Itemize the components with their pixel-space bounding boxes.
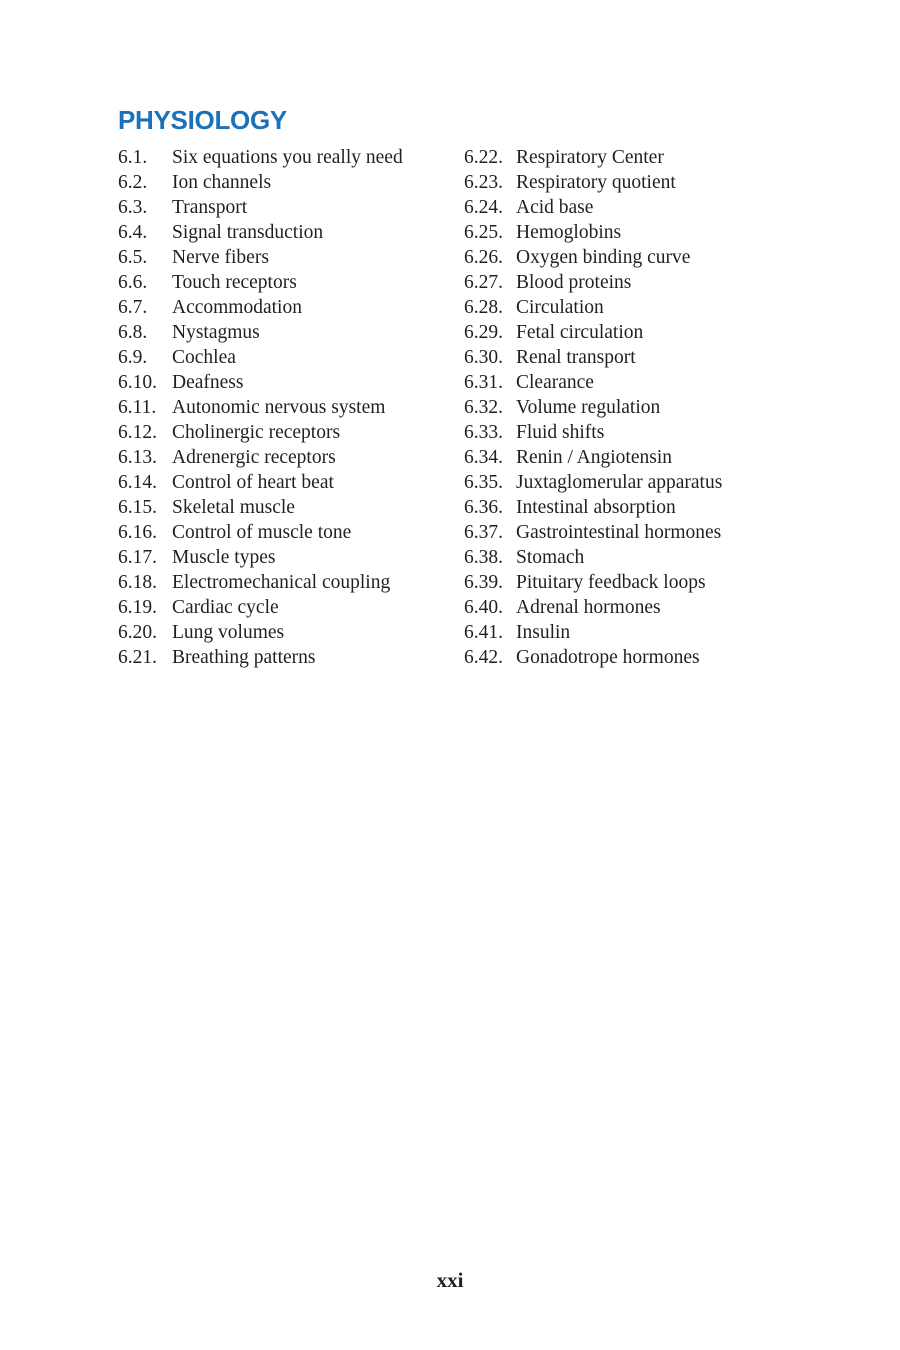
toc-entry xyxy=(118,620,464,645)
toc-entry xyxy=(464,470,798,495)
toc-entry xyxy=(464,570,798,595)
toc-entry-title: Juxtaglomerular apparatus xyxy=(516,471,723,493)
toc-entry xyxy=(118,270,464,295)
toc-entry-number: 6.33. xyxy=(464,421,503,443)
toc-entry-number: 6.25. xyxy=(464,221,503,243)
toc-entry xyxy=(118,445,464,470)
toc-entry-number: 6.35. xyxy=(464,471,503,493)
toc-entry xyxy=(118,220,464,245)
toc-entry-title: Electromechanical coupling xyxy=(172,571,391,593)
toc-entry xyxy=(464,320,798,345)
toc-entry-number: 6.12. xyxy=(118,421,157,443)
toc-entry xyxy=(464,620,798,645)
toc-entry-title: Gastrointestinal hormones xyxy=(516,521,722,543)
toc-entry-title: Fetal circulation xyxy=(516,321,644,343)
toc-entry-number: 6.15. xyxy=(118,496,157,518)
toc-entry-number: 6.34. xyxy=(464,446,503,468)
toc-entry-title: Ion channels xyxy=(172,171,272,193)
toc-entry-title: Cochlea xyxy=(172,346,236,368)
toc-entry-number: 6.8. xyxy=(118,321,148,343)
toc-entry-title: Touch receptors xyxy=(172,271,297,293)
toc-columns xyxy=(118,145,798,670)
toc-entry-number: 6.4. xyxy=(118,221,148,243)
toc-entry-title: Oxygen binding curve xyxy=(516,246,691,268)
toc-entry xyxy=(464,545,798,570)
toc-entry-number: 6.31. xyxy=(464,371,503,393)
toc-entry xyxy=(464,270,798,295)
toc-entry xyxy=(464,495,798,520)
toc-entry-title: Muscle types xyxy=(172,546,276,568)
toc-entry-number: 6.37. xyxy=(464,521,503,543)
toc-entry xyxy=(118,645,464,670)
toc-entry xyxy=(118,420,464,445)
toc-column-left xyxy=(118,145,464,670)
toc-entry-title: Blood proteins xyxy=(516,271,632,293)
toc-section xyxy=(118,106,798,670)
toc-entry-number: 6.11. xyxy=(118,396,157,418)
toc-entry xyxy=(118,545,464,570)
toc-entry-number: 6.3. xyxy=(118,196,148,218)
toc-entry-number: 6.36. xyxy=(464,496,503,518)
toc-entry-number: 6.19. xyxy=(118,596,157,618)
toc-column-right xyxy=(464,145,798,670)
toc-entry-title: Cholinergic receptors xyxy=(172,421,341,443)
toc-entry-title: Renin / Angiotensin xyxy=(516,446,672,468)
toc-entry-number: 6.38. xyxy=(464,546,503,568)
toc-entry-title: Gonadotrope hormones xyxy=(516,646,700,668)
toc-entry-number: 6.14. xyxy=(118,471,157,493)
toc-entry-title: Skeletal muscle xyxy=(172,496,295,518)
toc-entry-number: 6.39. xyxy=(464,571,503,593)
toc-entry xyxy=(464,345,798,370)
toc-entry-number: 6.24. xyxy=(464,196,503,218)
toc-entry xyxy=(464,595,798,620)
toc-entry xyxy=(464,195,798,220)
toc-entry-title: Insulin xyxy=(516,621,571,643)
toc-entry-number: 6.23. xyxy=(464,171,503,193)
toc-entry-title: Control of heart beat xyxy=(172,471,334,493)
toc-entry-number: 6.1. xyxy=(118,146,148,168)
toc-entry-number: 6.7. xyxy=(118,296,148,318)
toc-entry-title: Breathing patterns xyxy=(172,646,316,668)
page-number: xxi xyxy=(436,1268,464,1292)
toc-entry xyxy=(118,495,464,520)
toc-entry-title: Fluid shifts xyxy=(516,421,605,443)
toc-entry xyxy=(118,245,464,270)
toc-entry-title: Transport xyxy=(172,196,248,218)
toc-entry-number: 6.26. xyxy=(464,246,503,268)
toc-entry-title: Respiratory Center xyxy=(516,146,664,168)
toc-entry-title: Acid base xyxy=(516,196,594,218)
toc-entry-number: 6.30. xyxy=(464,346,503,368)
toc-entry-title: Nystagmus xyxy=(172,321,260,343)
toc-entry-number: 6.6. xyxy=(118,271,148,293)
toc-entry-title: Six equations you really need xyxy=(172,146,403,168)
toc-entry xyxy=(464,170,798,195)
toc-entry-number: 6.41. xyxy=(464,621,503,643)
toc-entry-title: Volume regulation xyxy=(516,396,661,418)
toc-entry-number: 6.42. xyxy=(464,646,503,668)
toc-entry xyxy=(118,395,464,420)
section-heading: PHYSIOLOGY xyxy=(118,105,287,135)
toc-entry xyxy=(464,445,798,470)
toc-entry-number: 6.13. xyxy=(118,446,157,468)
toc-entry-number: 6.28. xyxy=(464,296,503,318)
toc-entry-number: 6.40. xyxy=(464,596,503,618)
toc-entry-number: 6.5. xyxy=(118,246,148,268)
toc-entry xyxy=(464,395,798,420)
toc-entry xyxy=(118,345,464,370)
toc-entry-number: 6.10. xyxy=(118,371,157,393)
toc-entry xyxy=(118,195,464,220)
toc-entry xyxy=(118,145,464,170)
toc-entry-title: Circulation xyxy=(516,296,604,318)
toc-entry-number: 6.17. xyxy=(118,546,157,568)
toc-entry-title: Lung volumes xyxy=(172,621,285,643)
toc-entry-title: Respiratory quotient xyxy=(516,171,676,193)
toc-entry xyxy=(118,320,464,345)
toc-entry-title: Autonomic nervous system xyxy=(172,396,386,418)
toc-entry-title: Control of muscle tone xyxy=(172,521,352,543)
toc-entry-title: Renal transport xyxy=(516,346,636,368)
toc-entry-number: 6.20. xyxy=(118,621,157,643)
toc-entry-title: Hemoglobins xyxy=(516,221,622,243)
toc-entry-title: Accommodation xyxy=(172,296,302,318)
toc-entry xyxy=(464,645,798,670)
toc-entry-number: 6.2. xyxy=(118,171,148,193)
toc-entry-number: 6.9. xyxy=(118,346,148,368)
toc-entry-title: Deafness xyxy=(172,371,244,393)
toc-entry-title: Stomach xyxy=(516,546,585,568)
toc-entry-title: Cardiac cycle xyxy=(172,596,279,618)
toc-entry-number: 6.21. xyxy=(118,646,157,668)
toc-entry-title: Signal transduction xyxy=(172,221,324,243)
toc-entry xyxy=(464,295,798,320)
toc-entry-title: Nerve fibers xyxy=(172,246,269,268)
toc-entry-number: 6.16. xyxy=(118,521,157,543)
toc-entry xyxy=(464,370,798,395)
toc-entry xyxy=(464,220,798,245)
toc-entry-number: 6.18. xyxy=(118,571,157,593)
toc-entry xyxy=(118,470,464,495)
toc-entry-number: 6.27. xyxy=(464,271,503,293)
toc-entry-number: 6.22. xyxy=(464,146,503,168)
toc-entry-number: 6.32. xyxy=(464,396,503,418)
toc-entry xyxy=(118,295,464,320)
toc-entry-title: Adrenergic receptors xyxy=(172,446,336,468)
toc-entry xyxy=(118,520,464,545)
toc-entry xyxy=(464,520,798,545)
toc-entry-title: Adrenal hormones xyxy=(516,596,661,618)
toc-entry-title: Pituitary feedback loops xyxy=(516,571,706,593)
toc-entry xyxy=(118,170,464,195)
toc-entry xyxy=(118,370,464,395)
toc-entry-title: Clearance xyxy=(516,371,594,393)
toc-entry-title: Intestinal absorption xyxy=(516,496,676,518)
toc-entry xyxy=(464,420,798,445)
toc-entry xyxy=(464,245,798,270)
toc-entry xyxy=(464,145,798,170)
toc-entry-number: 6.29. xyxy=(464,321,503,343)
toc-entry xyxy=(118,570,464,595)
toc-entry xyxy=(118,595,464,620)
